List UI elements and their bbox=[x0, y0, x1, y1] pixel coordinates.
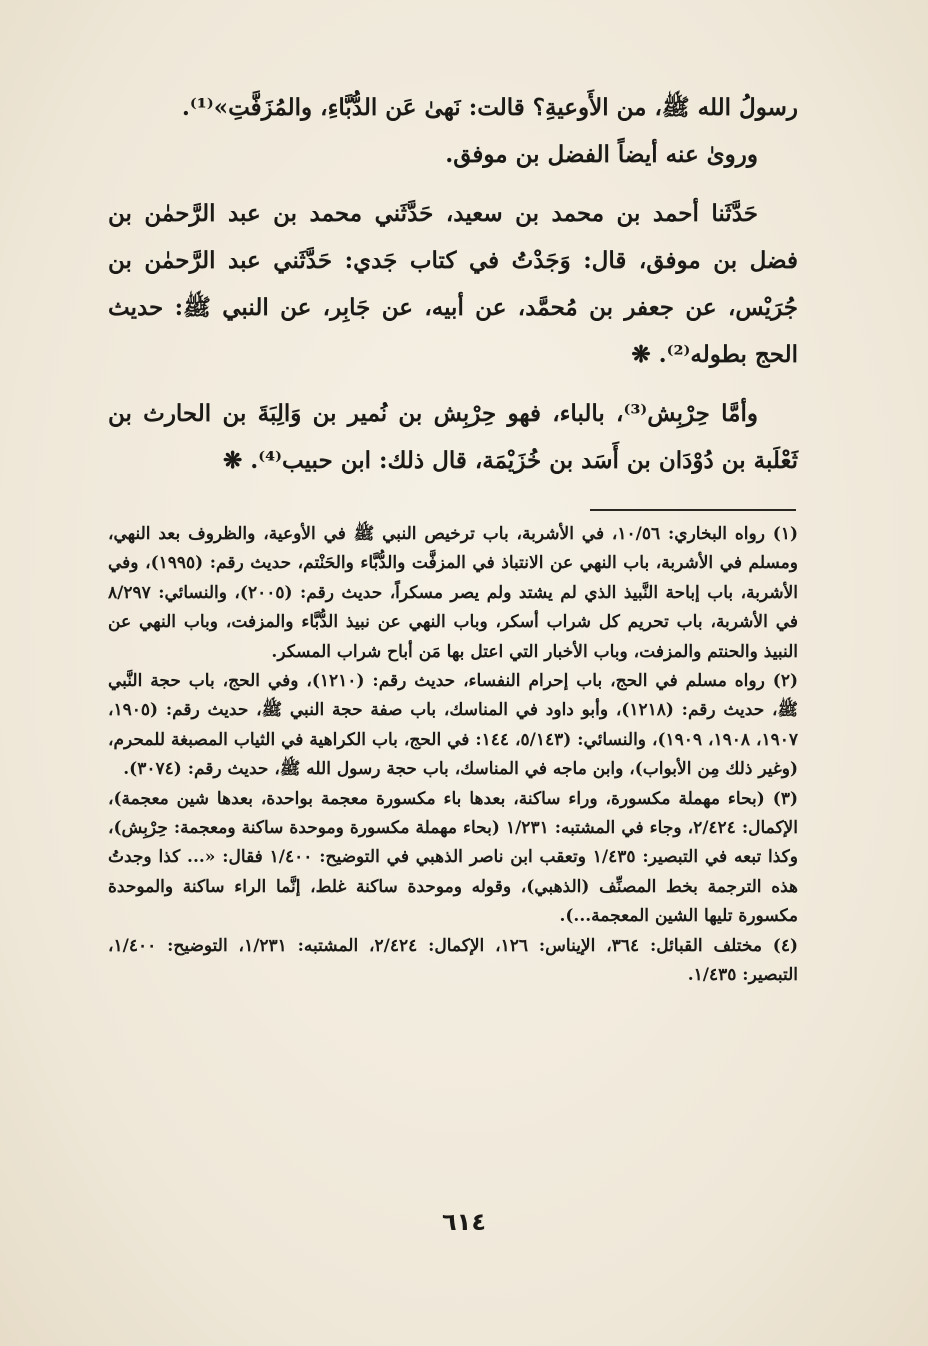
paragraph-3: حَدَّثَنا أحمد بن محمد بن سعيد، حَدَّثَني محمد بن عبد الرَّحمٰن بن فضل بن موفق، قال: وَجَدْتُ في كتاب جَدي: حَدَّثَني عبد الرَّحمٰن بن جُرَيْس، عن جعفر بن مُحمَّد، عن أبيه، عن جَابِر، عن النبي ﷺ: حديث الحج بطوله⁽²⁾. ❋ bbox=[108, 200, 798, 368]
main-text bbox=[108, 84, 798, 484]
footnote-2: (٢) رواه مسلم في الحج، باب إحرام النفساء، حديث رقم: (١٢١٠)، وفي الحج، باب حجة النَّبي ﷺ، حديث رقم: (١٢١٨)، وأبو داود في المناسك، باب صفة حجة النبي ﷺ، حديث رقم: (١٩٠٥، ١٩٠٧، ١٩٠٨، ١٩٠٩)، والنسائي: (٥/١٤٣، ١٤٤: في الحج، باب الكراهية في الثياب المصبغة للمحرم، (وغير ذلك مِن الأبواب)، وابن ماجه في المناسك، باب حجة رسول الله ﷺ، حديث رقم: (٣٠٧٤). bbox=[108, 671, 799, 780]
paragraph-1: رسولُ الله ﷺ، من الأَوعيةِ؟ قالت: نَهىٰ عَن الدُّبَّاءِ، والمُزَفَّتِ»⁽¹⁾. bbox=[181, 94, 798, 121]
paragraph-2: وروىٰ عنه أيضاً الفضل بن موفق. bbox=[445, 141, 758, 168]
footnote-3: (٣) (بحاء مهملة مكسورة، وراء ساكنة، بعدها باء مكسورة معجمة بواحدة، بعدها شين معجمة)، الإكمال: ٢/٤٢٤، وجاء في المشتبه: ١/٢٣١ (بحاء مهملة مكسورة وموحدة ساكنة ومعجمة: حِرْبِش)، وكذا تبعه في التبصير: ١/٤٣٥ وتعقب ابن ناصر الذهبي في التوضيح: ١/٤٠٠ فقال: «... كذا وجدتُ هذه الترجمة بخط المصنِّف (الذهبي)، وقوله وموحدة ساكنة غلط، إنَّما الراء ساكنة والموحدة مكسورة تليها الشين المعجمة...). bbox=[108, 788, 798, 927]
footnote-separator bbox=[590, 509, 796, 511]
footnote-1: (١) رواه البخاري: ١٠/٥٦، في الأشربة، باب ترخيص النبي ﷺ في الأوعية، والظروف بعد النهي، ومسلم في الأشربة، باب النهي عن الانتباذ في المزفَّت والدُّبَّاء والحَنْتم، حديث رقم: (١٩٩٥)، وفي الأشربة، باب إباحة النَّبيذ الذي لم يشتد ولم يصر مسكراً، حديث رقم: (٢٠٠٥)، والنسائي: ٨/٢٩٧ في الأشربة، باب تحريم كل شراب أسكر، وباب النهي عن نبيذ الدُّبَّاء والمزفت، وباب النهي عن النبيذ والحنتم والمزفت، وباب الأخبار التي اعتل بها مَن أباح شراب المسكر. bbox=[108, 524, 798, 662]
footnotes bbox=[108, 520, 798, 991]
footnote-4: (٤) مختلف القبائل: ٣٦٤، الإيناس: ١٢٦، الإكمال: ٢/٤٢٤، المشتبه: ١/٢٣١، التوضيح: ١/٤٠٠، التبصير: ١/٤٣٥. bbox=[108, 935, 798, 986]
paragraph-4: وأمَّا حِرْبِش⁽³⁾، بالباء، فهو حِرْبِش بن نُمير بن وَالِبَةَ بن الحارث بن ثَعْلَبة بن دُوْدَان بن أَسَد بن خُزَيْمَة، قال ذلك: ابن حبيب⁽⁴⁾. ❋ bbox=[108, 400, 798, 474]
page-number: ٦١٤ bbox=[442, 1208, 486, 1236]
